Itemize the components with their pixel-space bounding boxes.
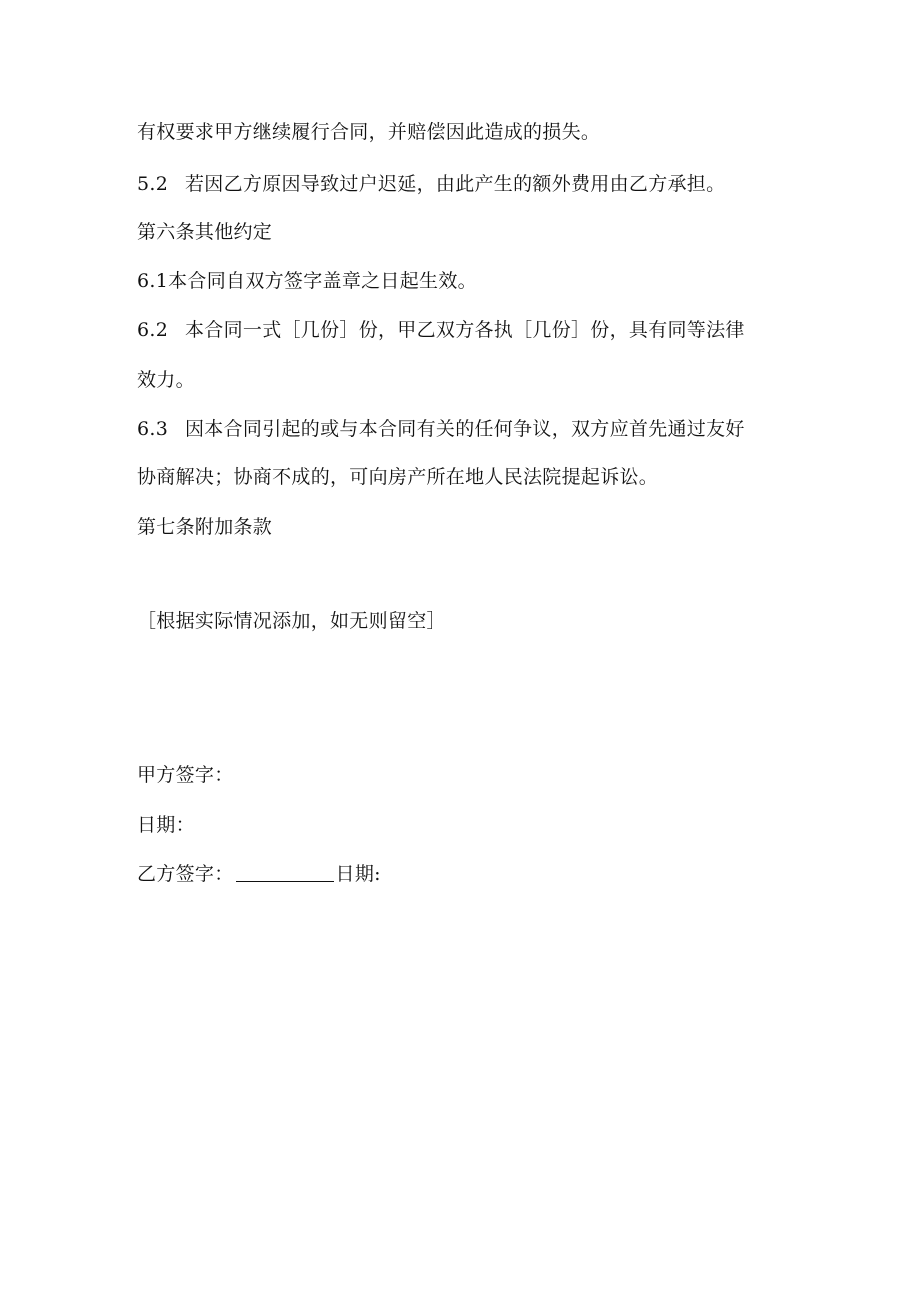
party-b-signature-row [137,862,381,886]
signature-blank-line [236,863,334,882]
clause-6-1: 6.1本合同自双方签字盖章之日起生效。 [137,270,477,292]
party-b-date-label: 日期: [335,863,381,885]
clause-5-1-continuation: 有权要求甲方继续履行合同，并赔偿因此造成的损失。 [137,121,601,143]
clause-number: 6.3 [137,418,169,440]
clause-text: 若因乙方原因导致过户迟延，由此产生的额外费用由乙方承担。 [185,173,726,195]
clause-number: 6.2 [137,319,169,341]
party-a-date-label: 日期： [137,814,195,836]
clause-text: 因本合同引起的或与本合同有关的任何争议，双方应首先通过友好 [185,418,745,440]
clause-6-3-continuation: 协商解决；协商不成的，可向房产所在地人民法院提起诉讼。 [137,466,659,488]
article-7-placeholder: ［根据实际情况添加，如无则留空］ [137,610,446,632]
clause-6-2 [137,318,745,342]
clause-5-2 [137,172,725,196]
article-6-title: 第六条其他约定 [137,221,273,243]
clause-number: 5.2 [137,173,169,195]
article-7-title: 第七条附加条款 [137,516,273,538]
clause-text: 本合同一式［几份］份，甲乙双方各执［几份］份，具有同等法律 [185,319,745,341]
party-b-signature-label: 乙方签字： [137,863,234,885]
clause-6-2-continuation: 效力。 [137,369,195,391]
party-a-signature-label: 甲方签字： [137,764,234,786]
clause-6-3 [137,417,745,441]
